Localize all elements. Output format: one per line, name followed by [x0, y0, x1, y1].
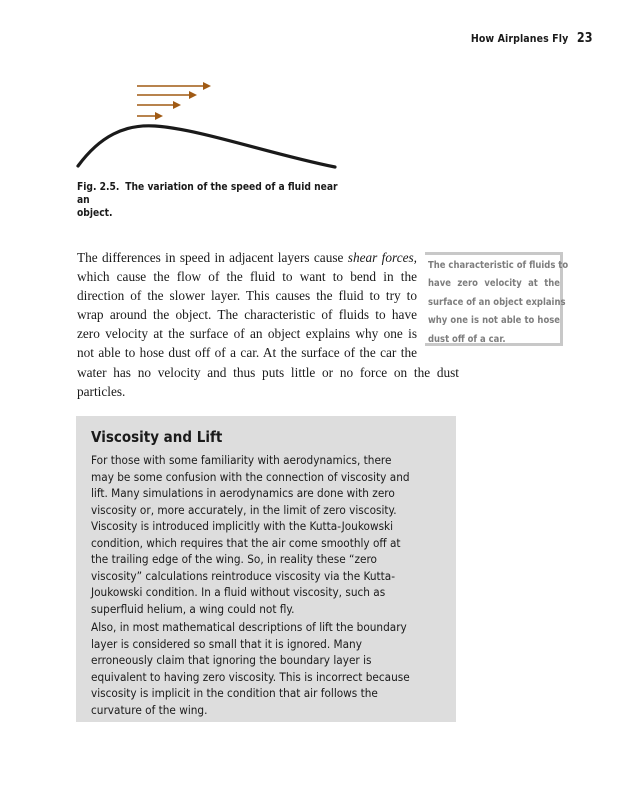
margin-note-line-2: have zero velocity at the	[428, 278, 560, 290]
object-surface-curve	[78, 126, 335, 167]
body-line-1-text: The differences in speed in adjacent layers cause	[77, 250, 348, 265]
margin-note	[425, 252, 569, 346]
viscosity-box-title: Viscosity and Lift	[91, 428, 223, 446]
body-line-8: particles.	[77, 383, 126, 399]
margin-note-line-4: why one is not able to hose	[428, 315, 560, 327]
figure-fluid-speed-diagram	[70, 74, 350, 174]
velocity-arrows	[137, 86, 209, 116]
viscosity-p2-line: erroneously claim that ignoring the boundary layer is	[91, 654, 372, 667]
figure-caption	[77, 181, 338, 220]
viscosity-p1-line: lift. Many simulations in aerodynamics are done with zero	[91, 487, 395, 500]
viscosity-p2-line: Also, in most mathematical descriptions of lift the boundary	[91, 621, 407, 634]
running-head-title: How Airplanes Fly	[471, 32, 569, 45]
viscosity-p1-line: For those with some familiarity with aerodynamics, there	[91, 454, 392, 467]
viscosity-p2-line: viscosity is implicit in the condition that air follows the	[91, 687, 378, 700]
viscosity-p1-line: viscosity” calculations reintroduce viscosity via the Kutta-	[91, 569, 396, 583]
figure-label: Fig. 2.5.	[77, 182, 120, 193]
viscosity-p1-line: Viscosity is introduced implicitly with the Kutta-Joukowski	[91, 520, 394, 533]
body-line-4: wrap around the object. The characteristic of fluids to have	[77, 307, 417, 323]
viscosity-p2-line: layer is considered so small that it is ignored. Many	[91, 637, 362, 651]
margin-note-line-3: surface of an object explains	[428, 296, 566, 308]
figure-caption-line2: object.	[77, 208, 113, 219]
margin-note-line-1: The characteristic of fluids to	[428, 260, 569, 271]
margin-note-text	[428, 257, 569, 349]
running-head	[471, 31, 593, 46]
viscosity-p1-line: condition, which requires that the air come smoothly off at	[91, 536, 401, 550]
viscosity-p2-line: equivalent to having zero viscosity. This is incorrect because	[91, 670, 410, 684]
body-paragraph	[77, 248, 459, 401]
page-number: 23	[577, 31, 593, 46]
shear-forces-term: shear forces,	[347, 250, 417, 265]
viscosity-box-paragraph-2	[91, 620, 441, 719]
viscosity-p1-line: the trailing edge of the wing. So, in reality these “zero	[91, 553, 377, 566]
viscosity-p1-line: Joukowski condition. In a fluid without viscosity, such as	[91, 586, 386, 599]
body-line-3: direction of the slower layer. This causes the fluid to try to	[77, 288, 417, 304]
body-line-5: zero velocity at the surface of an object explains why one is	[77, 326, 417, 342]
body-line-2: which cause the flow of the fluid to want to bend in the	[77, 269, 417, 285]
viscosity-p1-line: viscosity or, more accurately, in the limit of zero viscosity.	[91, 503, 397, 517]
body-line-6: not able to hose dust off of a car. At the surface of the car the	[77, 345, 417, 361]
figure-caption-line1: The variation of the speed of a fluid near an	[77, 182, 338, 206]
viscosity-box-paragraph-1	[91, 453, 441, 618]
viscosity-p1-line: may be some confusion with the connection of viscosity and	[91, 470, 410, 484]
body-line-1	[77, 248, 417, 267]
viscosity-p1-line: superfluid helium, a wing could not fly.	[91, 602, 295, 616]
viscosity-and-lift-box	[76, 416, 456, 722]
body-line-7: water has no velocity and thus puts little or no force on the dust	[77, 364, 459, 380]
margin-note-line-5: dust off of a car.	[428, 333, 506, 345]
viscosity-p2-line: curvature of the wing.	[91, 703, 208, 717]
